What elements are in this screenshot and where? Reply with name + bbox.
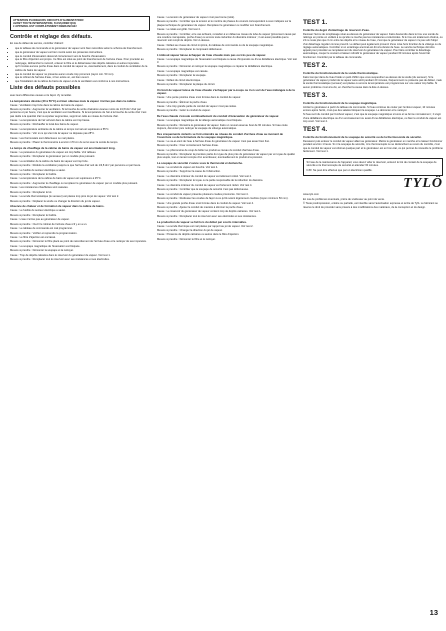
footer-copyright: © Toute postimpression, entière ou partielle, est interdite sans l'autorisation expresse et écrite de Tylö. Le fabricant se réserve le droit de procéder sans préavis à des modifications des matériaux, de la conception et du design.: [303, 202, 438, 209]
paragraph: Mesure à prendre : Remplacer la soupape.: [157, 74, 207, 78]
list-item: • que le tableau de commande et le générateur de vapeur sont bien raccordés selon le schéma de branchement.: [15, 47, 150, 50]
paragraph: Cause : Ventilation trop forte dans la cabine de bains de vapeur.: [10, 103, 84, 107]
paragraph: Mesure à prendre : Fixer correctement l'arrivée d'eau.: [157, 144, 219, 148]
paragraph: Cause : Le tableau de commande est mal programmé.: [10, 227, 73, 231]
paragraph: Mesure à prendre : Remplacer tout le réservoir avec ses électrodes et ses résistances.: [157, 214, 257, 218]
page-number: 13: [429, 608, 438, 617]
footer: [303, 193, 443, 208]
paragraph: Mesure à prendre : Contrôler, et le cas échéant, remédier à un défaut au niveau du tube de vapeur (pincement causé par une coudure mal ajustée, poche d'eau) ou encore toute réduction du diamètre intérieur ; il est aussi possible que le réservoir soit rempli de dépôts. Voir ci-dessus.: [157, 32, 296, 43]
paragraph: Mesure à prendre : Réchauffer le local des bains de vapeur.: [10, 123, 79, 127]
notice-text: Si l'eau de la maintenance de l'appareil, vous devez vider le réservoir, enlevez le tiré de contact de la soupape de sécurité et le thermocouple de sécurité et attendez 60 minutes.: [306, 161, 437, 168]
paragraph: Cause : Le fusible du secteur électrique a sauté.: [10, 209, 66, 213]
paragraph: Mesure à prendre : Remplacer le fusible.: [10, 173, 57, 177]
heading: TEST 3.: [303, 91, 328, 99]
paragraph: Mesure à prendre : Isoler le conduit de vapeur.: [157, 109, 211, 113]
subheading: La température désirée (40 à 50°C) est bien obtenue mais la vapeur n'arrive pas dans la cabine.: [10, 98, 137, 103]
subheading: Des craquements violents se font entendre au niveau du conduit d'arrivée d'eau au moment de l'ouverture ou de la fermeture de la soupape magnétique.: [157, 131, 283, 139]
warning-line-2: AVANT TOUTE INTERVENTION, S'ASSURER QUE: [13, 21, 77, 25]
paragraph: Mesure à prendre : Placer le thermomètre à environ 170 cm du sol et avec la sonde de temps.: [10, 141, 119, 145]
subheading: Contrôle du degré d'entartrage du réservoir d'eau.: [303, 28, 370, 32]
heading: TEST 4.: [303, 126, 328, 134]
paragraph: Cause : La soupape magnétique de la vidange automatique s'est bloquée.: [157, 119, 243, 123]
paragraph: Mesure à prendre : Remplacer le tuyau ou la partie responsable de la réduction du diamètre.: [157, 179, 264, 183]
paragraph: Cause : Les thermostats sont défectueux ou mal placés.: [10, 136, 75, 140]
notice-warning: N.B.! Ne peut être effectué que par un électricien qualifié.: [306, 168, 373, 172]
paragraph: Cause : L'eau n'arrive pas au générateur de vapeur.: [10, 218, 70, 222]
footer-website[interactable]: www.tylo.com: [303, 193, 319, 197]
paragraph: Cause : Défaut du circuit électronique.: [157, 78, 201, 82]
footer-contact: En cas de problèmes éventuels, prière de s'adresser au point de vente.: [303, 197, 385, 201]
paragraph: Cause : Le réservoir du générateur de vapeur contient trop de dépôts calcaires. Voir test 1.: [157, 210, 262, 214]
paragraph: Mesure à prendre : Voir si ce qui vient de la vapeur ne dépasse pas 28°C.: [10, 132, 95, 136]
paragraph: Cause : La sonde thermique est mal placée par rapport au jet de vapeur. Voir test 2.: [157, 224, 254, 228]
subheading: La soupape de sécurité s'ouvre sous la thermostat et déclenche.: [157, 161, 243, 166]
paragraph: Cause : Une trop grande partie du conduit de vapeur n'est pas isolée.: [157, 104, 237, 108]
paragraph: Cause : Une grande poche d'eau s'est formée dans le conduit de vapeur. Voir test 4.: [157, 201, 254, 205]
notice-box: [303, 158, 443, 176]
paragraph: Mesure à prendre : Éliminer la poche d'eau.: [157, 100, 208, 104]
list-item: • que le générateur de vapeur est bien monté selon les présentes instructions.: [15, 51, 150, 54]
paragraph: Cause : Le va-et-vient de l'eau à l'arrivée d'eau du générateur de vapeur n'est pas assez bien fixé.: [157, 139, 270, 143]
paragraph: Mesure à prendre : Ajuster le conduit de manière à éliminer la poche d'eau.: [157, 205, 244, 209]
paragraph: En cas de défaut de service, contrôler d'abord :: [10, 42, 65, 46]
subheading: Le temps de chauffage de la cabine de bains de vapeur est anormalement long.: [10, 145, 116, 150]
paragraph: Cause : Le filtre d'éjection est encrassé.: [10, 235, 56, 239]
paragraph: Mesure à prendre : Redresser les coudes de façon à ce qu'ils soient légèrement courbés (rayon minimum 50 mm).: [157, 197, 289, 201]
warning-line-1: ATTENTION PLONGEURS CIRCUITS D'ALIMENTATION!: [13, 18, 84, 22]
paragraph: Mesure à prendre : Démonter et nettoyer la soupape magnétique ou réparer la défaillance électrique.: [157, 65, 273, 69]
list-item: • qu'il n'existe aucune poche d'eau dans le conduit de vapeur ou, éventuellement, dans le conduit de ventilation de la cabine de bains de vapeur.: [15, 65, 150, 72]
paragraph: Cause : Défaut au niveau du circuit imprimé, du tableau de commande ou de la soupape magnétique.: [157, 43, 274, 47]
heading: Contrôle et réglage des défauts.: [10, 33, 93, 40]
paragraph: Cause : Le diamètre intérieur du conduit de vapeur est tellement réduit. Voir test 4.: [157, 174, 252, 178]
warning-box: [10, 16, 150, 31]
paragraph: Mesure à prendre : Remplacer le fusible.: [10, 213, 57, 217]
subheading: Un bruit de vapeur laisse de l'eau chaude s'échapper par à-coups ou il en sort de l'eau mélangée à de la vapeur.: [157, 87, 295, 96]
col1-content: [10, 34, 150, 262]
paragraph: Cause : La sonde thermostatique (le senseur) est placée trop près du jet de vapeur. Voir test 2.: [10, 195, 120, 199]
paragraph: Mesure à prendre : Changer la direction du jet de vapeur.: [157, 228, 223, 232]
paragraph: Cause : Les résistances chauffantes sont cassées.: [10, 186, 69, 190]
paragraph: Cause : Présence de dépôts calcaires ou autres dans le filtre d'éjection.: [157, 233, 240, 237]
column-left: [10, 16, 150, 263]
list-item: • que le filtre d'éjection est propre. Ce filtre est situé au point de branchement de l'arrivée d'eau. Pour procéder au nettoyage, débrancher le raccord, enlever le filtre et le débarrasser des dépôts calcaires et autres impuretés.: [15, 58, 150, 65]
paragraph: Dessserer puis enlever le conduit de vapeur allant au générateur. Mettre le générateur en marche et le laisser fonctionner pendant environ 1 heure. Si ni la soupape de sécurité, ni le thermocouple ne se déclenchent au cours du contrôle, c'est que le conduit de vapeur est obstrué quelque part et le générateur est en bon état, ce qui permet de résoudre le problème facilement. Voir test 1.: [303, 140, 443, 153]
list-item: • que le robinet de l'arrivée d'eau, s'il en existe un, est bien ouvert.: [15, 76, 150, 79]
paragraph: Cause : Le conduit de vapeur est bouché. Voir test 4.: [157, 166, 218, 170]
paragraph: Cause : La ventilation de la cabine de bains de vapeur est trop forte.: [10, 159, 89, 163]
paragraph: Cause : Une pente positive d'eau s'est formée dans le conduit de vapeur.: [157, 96, 241, 100]
paragraph: Mesure à prendre : Vérifier et reprendre la programmation.: [10, 231, 78, 235]
paragraph: Mesure à prendre : Remplacer le composant défectueux.: [157, 47, 223, 51]
paragraph: Mesure à prendre : Remplacer le générateur par un modèle plus puissant.: [10, 155, 96, 159]
paragraph: Si l'eau sort du conduit par l'embout vapeur, c'est que la soupape magnétique s'ouvre et se ferme normalement ; il s'agit d'une défaillance électrique ou d'un encrassement ou aussi d'une défaillance électrique, ou bien le conduit de vapeur est trop court. Voir test 4.: [303, 113, 442, 123]
paragraph: Cause : La température de la cabine de bains de vapeur est supérieure à 25°C.: [10, 177, 102, 181]
paragraph: avec leurs différentes causes et le façon d'y remédier.: [10, 93, 72, 97]
paragraph: Devisser l'écrou de remplissage situé au-dessus du générateur de vapeur. Faire descendre dans le trou une sonde de rallonge en pointe en veillant à ce qu'elle ne touche pas les résistances et électrodes. Si le trou est totalement obstrué, ou s'il ne reste plus que 3 cm entre les dépôts et le niveau de l'eau, c'est que le générateur de vapeur n'a pas subi l'objet d'un détartrage régulier comme prescrit. Le défaut peut également provenir d'une mise hors fonction de la vidange ou du réglage automatiques. Contrôler si un entartrage anormal est dû à la dureté de l'eau. Le service technique doit être appelé pour procéder au remplacement du réservoir du générateur de vapeur. Pour faire contrôler le détartrage automatique, couper le courant et laisser refroidir le générateur de vapeur pendant 60 minutes après l'avoir fait fonctionner. Contrôler par le tableau de commande.: [303, 32, 443, 59]
list-item: • que l'installation de la cabine de bains de vapeur et de la ventilation est conforme à nos instructions.: [15, 80, 150, 83]
paragraph: Mesure à prendre : Ouvrir le robinet de l'arrivée d'eau s'il y en a un.: [10, 222, 88, 226]
paragraph: Mesure à prendre : Remplacer la première partie du tuyau de plus près du générateur de vapeur par un tuyau de qualité plus souple, tout en tenant compte d'un amortisseur, éventuellement le produit à la pression.: [157, 153, 295, 160]
paragraph: Cause : Le conduit de vapeur présente plusieurs coudes prononcés. Voir test 4.: [157, 192, 249, 196]
paragraph: Mesure à prendre : Augmenter le chauffage ou remplacer le générateur de vapeur par un modèle plus puissant.: [10, 181, 138, 185]
paragraph: Mesure à prendre : Remplacer la plaque du circuit.: [157, 83, 216, 87]
paragraph: Faire tremper dans de l'eau froide un petit chiffon que vous suspendrez au-dessus de la sonde (du senseur). Si le générateur de vapeur produit de la vapeur sans arrêt pendant 20 minutes, fréquemment ne présente pas de défaut, mais la sonde thermostatique (senseur) est placée ou encore la température est programmée sur une valeur trop faible. Si aucun problème n'est à la clé, en chercher la cause dans la liste ci-dessus.: [303, 75, 442, 89]
heading: TEST 2.: [303, 61, 328, 69]
heading: Liste des défauts possibles: [10, 85, 81, 92]
subheading: Absence de chaleur et de formation de vapeur dans la cabine de bains.: [10, 204, 105, 209]
paragraph: Mesure à prendre : Démonter le filtre placé au point de raccordement de l'arrivée d'eau et le nettoyer de ses impuretés.: [10, 240, 147, 244]
column-middle: [157, 16, 297, 242]
paragraph: Cause : La soupape magnétique de l'évacuation est bloquée.: [10, 244, 81, 248]
paragraph: Mesure à prendre : Augmenter la ventilation. Si la bouche de sortie d'aération évacue moins de 1/3,8 dm³ d'air par personne et par heure, c'est que la ventilation est insuffisante. Si la température de l'air à la bouche de sortie d'air n'est pas réelle à la quantité d'air à expulser augmentée, supprimer celle au niveau de l'arrivée d'air.: [10, 108, 147, 118]
paragraph: Mesure à prendre : Démonter la soupape et la nettoyer.: [10, 249, 74, 253]
paragraph: Mesure à prendre : Contrôler que la soupape de sécurité n'est pas défectueuse.: [157, 188, 249, 192]
paragraph: Cause : La température ambiante de la cabine et temps normal est supérieure à 55°C.: [10, 127, 110, 131]
paragraph: Mesure à prendre : Remplacer tout le réservoir avec ses résistances et ses électrodes.: [10, 258, 110, 262]
paragraph: Cause : La soupape magnétique de l'évacuation est bloquée à cause d'impuretés ou d'une défaillance électrique. Voir test 3.: [157, 57, 297, 64]
tylo-logo: TYLÖ: [403, 176, 443, 192]
heading: TEST 1.: [303, 19, 328, 26]
paragraph: Mesure à prendre : Contrôler que la tension et le nombre de phases du courant correspondent à ceux indiqués sur la plaque technique du générateur de vapeur. Remplacer le générateur ou modifier son branchement.: [157, 20, 292, 27]
subheading: Contrôle du fonctionnement de la soupape de sécurité ou de la thermosonde de sécurité.: [303, 135, 422, 140]
paragraph: Cause : Trop de dépôts calcaires dans le réservoir du générateur de vapeur. Voir test 1.: [10, 253, 111, 257]
col3-content: [303, 19, 443, 153]
paragraph: Mesure à prendre : Remettre le générateur de vapeur. Faire un nouvel essai au bout de 60 minutes. Si l'eau coule toujours, démonter puis nettoyer la soupape de vidange automatique.: [157, 123, 288, 130]
paragraph: Mesure à prendre : Remplacer le lot.: [10, 190, 53, 194]
subheading: La production de vapeur se fait lors du début par courts intervalles.: [157, 219, 247, 224]
paragraph: Cause : Le phénomène de coup de bélier se produit au niveau du conduit d'arrivée d'eau.: [157, 148, 260, 152]
paragraph: Cause : La soupape magnétique est cassée.: [157, 69, 209, 73]
paragraph: Mesure à prendre : Déplacer la sonde ou changer la direction du jet de vapeur.: [10, 199, 101, 203]
list-item: • que le conduit d'évacuation descend correctement vers la bouche d'évacuation.: [15, 55, 150, 58]
column-right: [303, 16, 443, 210]
subheading: De l'eau chaude s'écoule continuellement du conduit d'évacuation du générateur de vapeur.: [157, 114, 280, 119]
subheading: Contrôle du fonctionnement de la soupape magnétique.: [303, 100, 378, 105]
col2-content: [157, 16, 297, 241]
bullet-list: [10, 47, 150, 84]
paragraph: Mesure à prendre : Démonter le filtre et le nettoyer.: [157, 237, 216, 241]
paragraph: Cause : La puissance du générateur de vapeur est trop faible. Voir tableau.: [10, 150, 97, 154]
subheading: Contrôle du fonctionnement de la sonde thermostatique.: [303, 70, 379, 75]
paragraph: Mesure à prendre : Réduire la ventilation jusqu'à ce que l'arrivée d'air soit de 1/3,8 dm³ par personne et par heure.: [10, 164, 141, 168]
paragraph: Cause : Le diamètre intérieur du conduit de vapeur est fortement réduit. Voir test 4.: [157, 183, 253, 187]
paragraph: Cause : Le relais est grillé. Voir test 4.: [157, 28, 201, 32]
paragraph: Mesure à prendre : Supprimer la cause de l'obstruction.: [157, 170, 221, 174]
paragraph: Cause : La température de l'air arrivant dans la cabine est trop basse.: [10, 119, 91, 123]
paragraph: Arrêter le générateur à partir du tableau de commande. Si l'eau continue de couler par l'embout vapeur, 10 minutes encore après l'arrêt, c'est que des saletés bloquent la soupape. Le démonter et le nettoyer.: [303, 105, 436, 112]
subheading: L'embout vapeur laisse échapper de l'eau chaude mais pas ou très peu de vapeur.: [157, 52, 267, 57]
warning-line-3: L'APPAREIL EST COMPLÈTEMENT DÉBRANCHÉ!: [13, 25, 77, 29]
list-item: • que le conduit de vapeur ne présente aucun coude trop prononcé (rayon min. 50 mm).: [15, 73, 150, 76]
paragraph: Cause : La tension du générateur de vapeur n'est pas bonne (relié).: [157, 16, 235, 19]
paragraph: Cause : Le fusible du secteur électrique a sauté.: [10, 168, 66, 172]
